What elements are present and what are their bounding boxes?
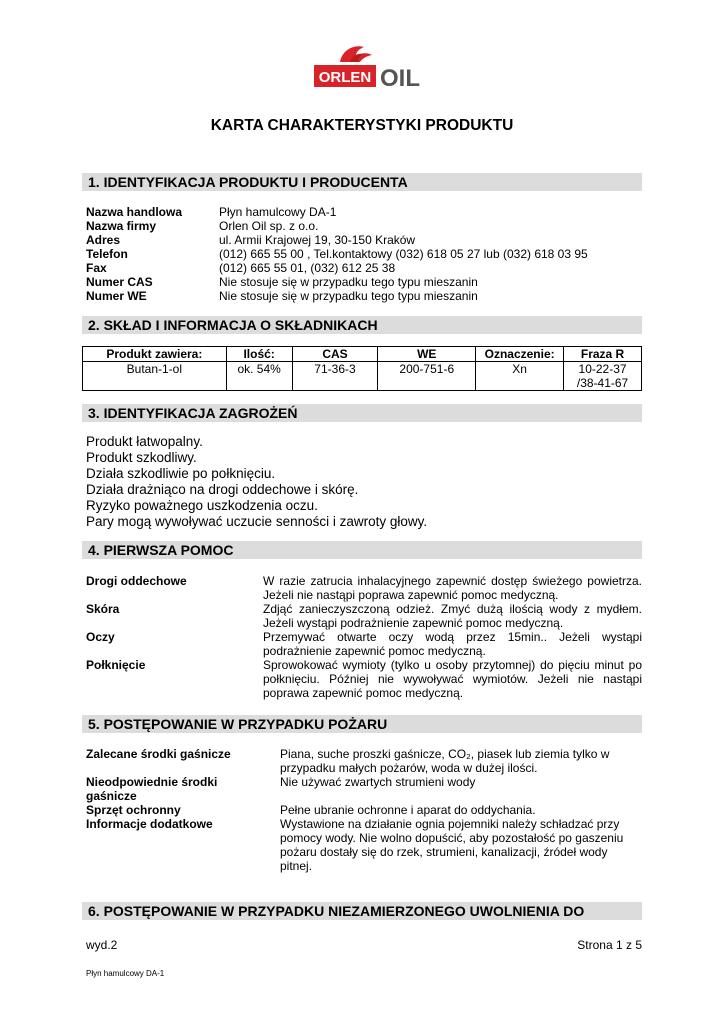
- table-cell: 71-36-3: [292, 362, 378, 391]
- fire-extinguishing-media: [86, 747, 642, 775]
- table-header-row: [83, 347, 642, 362]
- fraza-line-1: 10-22-37: [578, 362, 627, 376]
- orlen-oil-logo: [312, 38, 422, 94]
- first-aid-label: Drogi oddechowe: [86, 574, 187, 588]
- first-aid-label: Oczy: [86, 630, 115, 644]
- page-number: Strona 1 z 5: [577, 938, 642, 952]
- table-cell: Xn: [476, 362, 564, 391]
- fire-text: Nie używać zwartych strumieni wody: [280, 775, 476, 789]
- document-title: KARTA CHARAKTERYSTYKI PRODUKTU: [210, 117, 514, 134]
- table-header: WE: [378, 347, 476, 362]
- first-aid-text: W razie zatrucia inhalacyjnego zapewnić dostęp świeżego powietrza. Jeżeli nie nastąpi poprawa zapewnić pomoc medyczną.: [263, 574, 642, 602]
- first-aid-text: Przemywać otwarte oczy wodą przez 15min.. Jeżeli wystąpi podrażnienie zapewnić pomoc medyczną.: [263, 630, 642, 658]
- cas-value: Nie stosuje się w przypadku tego typu mieszanin: [219, 275, 478, 289]
- trade-name-value: Płyn hamulcowy DA-1: [219, 205, 337, 219]
- phone-value: (012) 665 55 00 , Tel.kontaktowy (032) 618 05 27 lub (032) 618 03 95: [219, 247, 588, 261]
- trade-name-label: Nazwa handlowa: [86, 205, 183, 219]
- table-header: CAS: [292, 347, 378, 362]
- company-value: Orlen Oil sp. z o.o.: [219, 219, 319, 233]
- edition-label: wyd.2: [86, 938, 118, 952]
- hazard-line: Produkt łatwopalny.: [86, 434, 203, 449]
- first-aid-inhalation: [86, 574, 642, 602]
- hazard-line: Pary mogą wywoływać uczucie senności i zawroty głowy.: [86, 514, 428, 529]
- fire-label: Sprzęt ochronny: [86, 803, 181, 817]
- first-aid-text: Zdjąć zanieczyszczoną odzież. Zmyć dużą ilością wody z mydłem. Jeżeli wystąpi podrażnienie zapewnić pomoc medyczną.: [263, 602, 642, 630]
- section-3-heading: 3. IDENTYFIKACJA ZAGROŻEŃ: [82, 404, 642, 422]
- address-label: Adres: [86, 233, 121, 247]
- first-aid-eyes: [86, 630, 642, 658]
- fax-value: (012) 665 55 01, (032) 612 25 38: [219, 261, 396, 275]
- first-aid-label: Połknięcie: [86, 658, 146, 672]
- orlen-eagle-icon: [312, 38, 422, 94]
- svg-text:ORLEN: ORLEN: [318, 69, 372, 86]
- table-row: [83, 362, 642, 391]
- table-cell: Butan-1-ol: [83, 362, 227, 391]
- cas-label: Numer CAS: [86, 275, 153, 289]
- fire-protective-equipment: [86, 803, 642, 817]
- first-aid-ingestion: [86, 658, 642, 700]
- fire-label: Informacje dodatkowe: [86, 817, 213, 831]
- fire-label: Zalecane środki gaśnicze: [86, 747, 231, 761]
- section-6-heading: 6. POSTĘPOWANIE W PRZYPADKU NIEZAMIERZONEGO UWOLNIENIA DO: [82, 902, 642, 920]
- first-aid-label: Skóra: [86, 602, 120, 616]
- table-header: Ilość:: [226, 347, 292, 362]
- fire-unsuitable-media: [86, 775, 642, 803]
- section-5-heading: 5. POSTĘPOWANIE W PRZYPADKU POŻARU: [82, 715, 642, 733]
- hazard-line: Produkt szkodliwy.: [86, 450, 197, 465]
- footer-product-name: Płyn hamulcowy DA-1: [86, 969, 165, 978]
- phone-label: Telefon: [86, 247, 128, 261]
- table-cell-fraza: [564, 362, 642, 391]
- svg-text:OIL: OIL: [380, 65, 420, 92]
- section-2-heading: 2. SKŁAD I INFORMACJA O SKŁADNIKACH: [82, 316, 642, 334]
- fraza-line-2: /38-41-67: [576, 376, 629, 390]
- fax-label: Fax: [86, 261, 107, 275]
- fire-text: Pełne ubranie ochronne i aparat do oddychania.: [280, 803, 536, 817]
- table-header: Produkt zawiera:: [83, 347, 227, 362]
- table-header: Fraza R: [564, 347, 642, 362]
- we-value: Nie stosuje się w przypadku tego typu mieszanin: [219, 289, 478, 303]
- hazard-line: Działa szkodliwie po połknięciu.: [86, 466, 276, 481]
- first-aid-text: Sprowokować wymioty (tylko u osoby przytomnej) do pięciu minut po połknięciu. Później nie wywoływać wymiotów. Jeżeli nie nastąpi poprawa zapewnić pomoc medyczną.: [263, 658, 642, 700]
- fire-additional-info: [86, 817, 642, 873]
- table-cell: ok. 54%: [226, 362, 292, 391]
- table-cell: 200-751-6: [378, 362, 476, 391]
- fire-text: Wystawione na działanie ognia pojemniki należy schładzać przy pomocy wody. Nie wolno dopuścić, aby pozostałość po gaszeniu pożaru dostały się do rzek, strumieni, kanalizacji, źródeł wody pitnej.: [280, 817, 624, 873]
- hazard-line: Ryzyko poważnego uszkodzenia oczu.: [86, 498, 318, 513]
- hazard-list: [86, 434, 427, 530]
- company-label: Nazwa firmy: [86, 219, 157, 233]
- composition-table: [82, 346, 642, 391]
- fire-label: Nieodpowiednie środki gaśnicze: [86, 775, 218, 803]
- table-header: Oznaczenie:: [476, 347, 564, 362]
- we-label: Numer WE: [86, 289, 147, 303]
- section-4-heading: 4. PIERWSZA POMOC: [82, 541, 642, 559]
- address-value: ul. Armii Krajowej 19, 30-150 Kraków: [219, 233, 416, 247]
- first-aid-skin: [86, 602, 642, 630]
- hazard-line: Działa drażniąco na drogi oddechowe i skórę.: [86, 482, 359, 497]
- fire-text: Piana, suche proszki gaśnicze, CO₂, piasek lub ziemia tylko w przypadku małych pożarów, woda w dużej ilości.: [280, 747, 610, 775]
- section-1-heading: 1. IDENTYFIKACJA PRODUKTU I PRODUCENTA: [82, 173, 642, 191]
